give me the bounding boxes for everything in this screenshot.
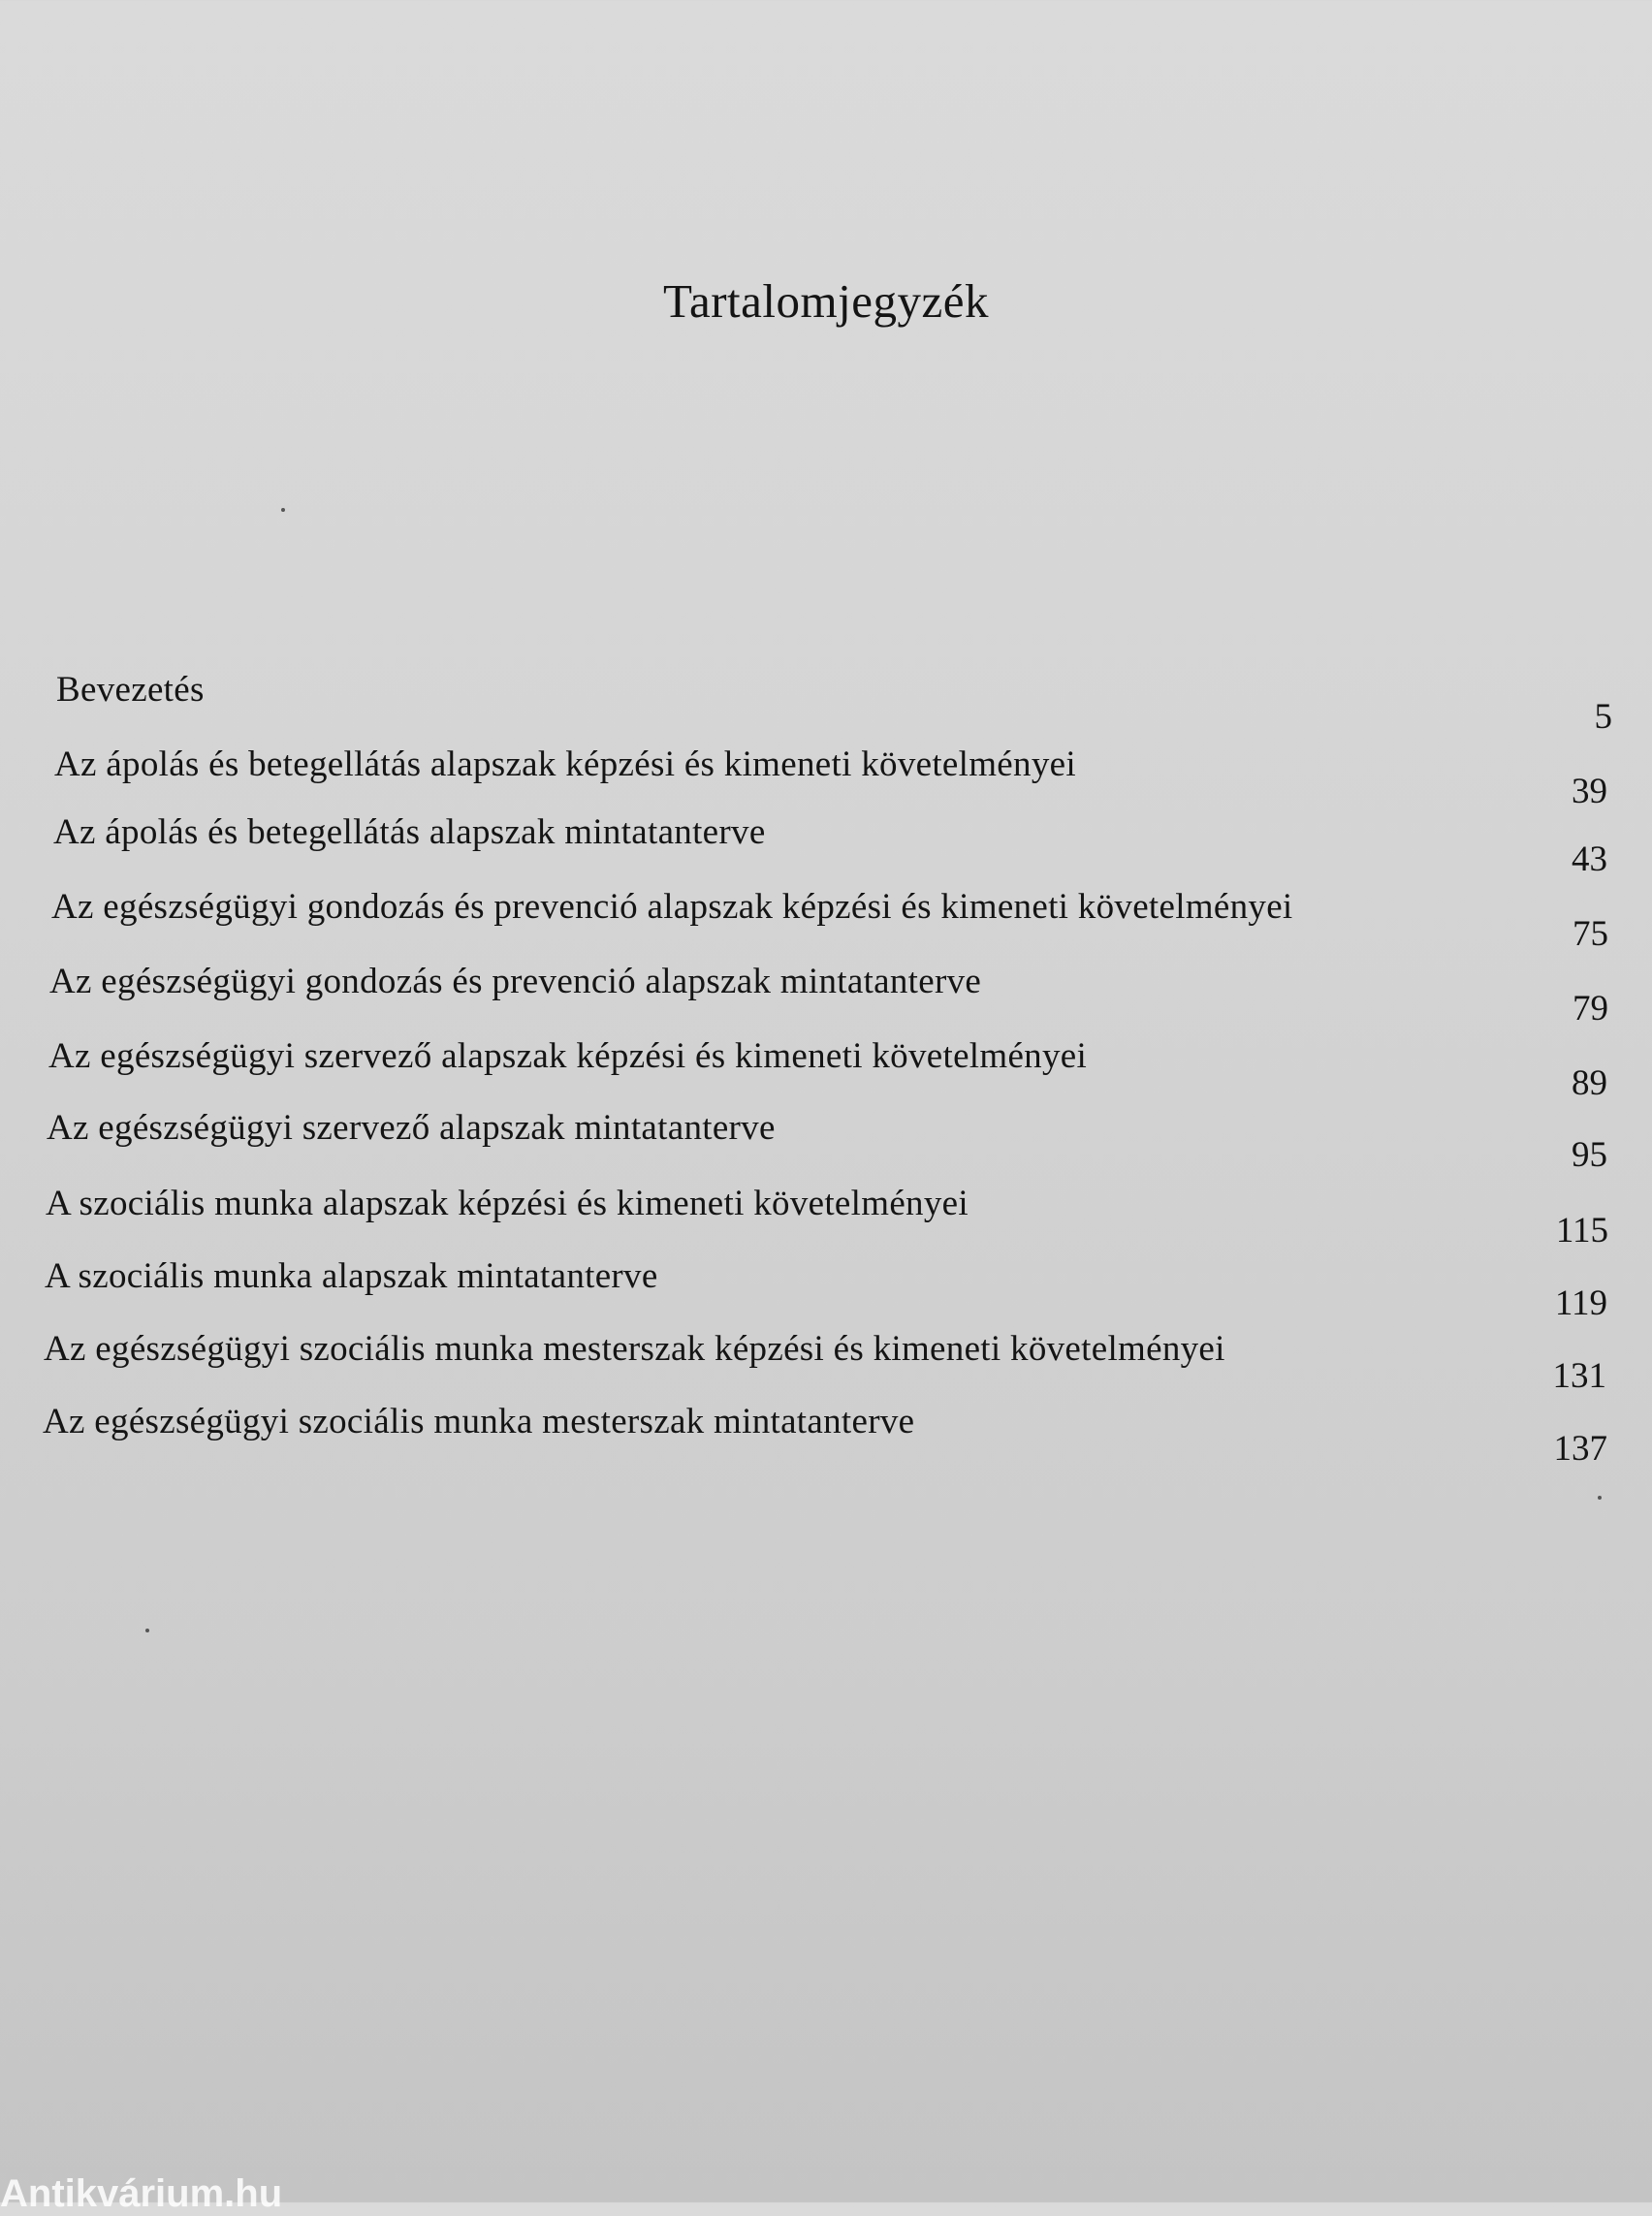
toc-row: [44, 1328, 1606, 1396]
toc-row: [53, 811, 1607, 879]
toc-row: [45, 1255, 1607, 1323]
toc-entry-title: A szociális munka alapszak képzési és kimeneti követelményei: [46, 1184, 969, 1223]
toc-row: [43, 1401, 1607, 1469]
toc-entry-title: Az egészségügyi szervező alapszak mintatanterve: [47, 1108, 776, 1148]
toc-entry-title: Az egészségügyi gondozás és prevenció alapszak mintatanterve: [49, 962, 982, 1001]
toc-row: [47, 1107, 1607, 1175]
toc-entry-title: Az egészségügyi gondozás és prevenció alapszak képzési és kimeneti követelményei: [51, 887, 1293, 927]
watermark: Antikvárium.hu: [0, 2172, 283, 2215]
toc-row: [46, 1183, 1608, 1250]
toc-page-number: 137: [1553, 1429, 1607, 1469]
stray-mark: [1598, 1496, 1602, 1500]
stray-mark: [281, 508, 285, 512]
toc-entry-title: Az egészségügyi szervező alapszak képzési és kimeneti követelményei: [48, 1036, 1088, 1076]
toc-page-number: 43: [1572, 839, 1607, 879]
toc-page-number: 89: [1572, 1063, 1607, 1103]
toc-page-number: 5: [1594, 697, 1612, 737]
toc-entry-title: Az egészségügyi szociális munka mesterszak mintatanterve: [43, 1402, 915, 1441]
toc-row: [56, 669, 1612, 737]
toc-page-number: 79: [1573, 989, 1608, 1029]
page-title: Tartalomjegyzék: [662, 274, 990, 328]
toc-entry-title: A szociális munka alapszak mintatanterve: [45, 1256, 658, 1296]
toc-page-number: 119: [1554, 1283, 1607, 1323]
toc-page-number: 75: [1573, 914, 1608, 954]
toc-entry-title: Az ápolás és betegellátás alapszak képzési és kimeneti követelményei: [54, 744, 1076, 784]
toc-entry-title: Az egészségügyi szociális munka mesterszak képzési és kimeneti követelményei: [44, 1329, 1225, 1369]
toc-entry-title: Az ápolás és betegellátás alapszak mintatanterve: [53, 812, 766, 852]
table-of-contents: [0, 669, 1652, 1503]
toc-entry-title: Bevezetés: [56, 670, 205, 710]
toc-page-number: 115: [1555, 1211, 1608, 1250]
toc-page-number: 131: [1552, 1356, 1606, 1396]
toc-row: [54, 744, 1607, 811]
toc-page-number: 39: [1572, 772, 1607, 811]
stray-mark: [145, 1629, 149, 1632]
toc-row: [51, 886, 1608, 954]
toc-row: [49, 961, 1608, 1029]
toc-row: [48, 1035, 1607, 1103]
toc-page-number: 95: [1572, 1135, 1607, 1175]
